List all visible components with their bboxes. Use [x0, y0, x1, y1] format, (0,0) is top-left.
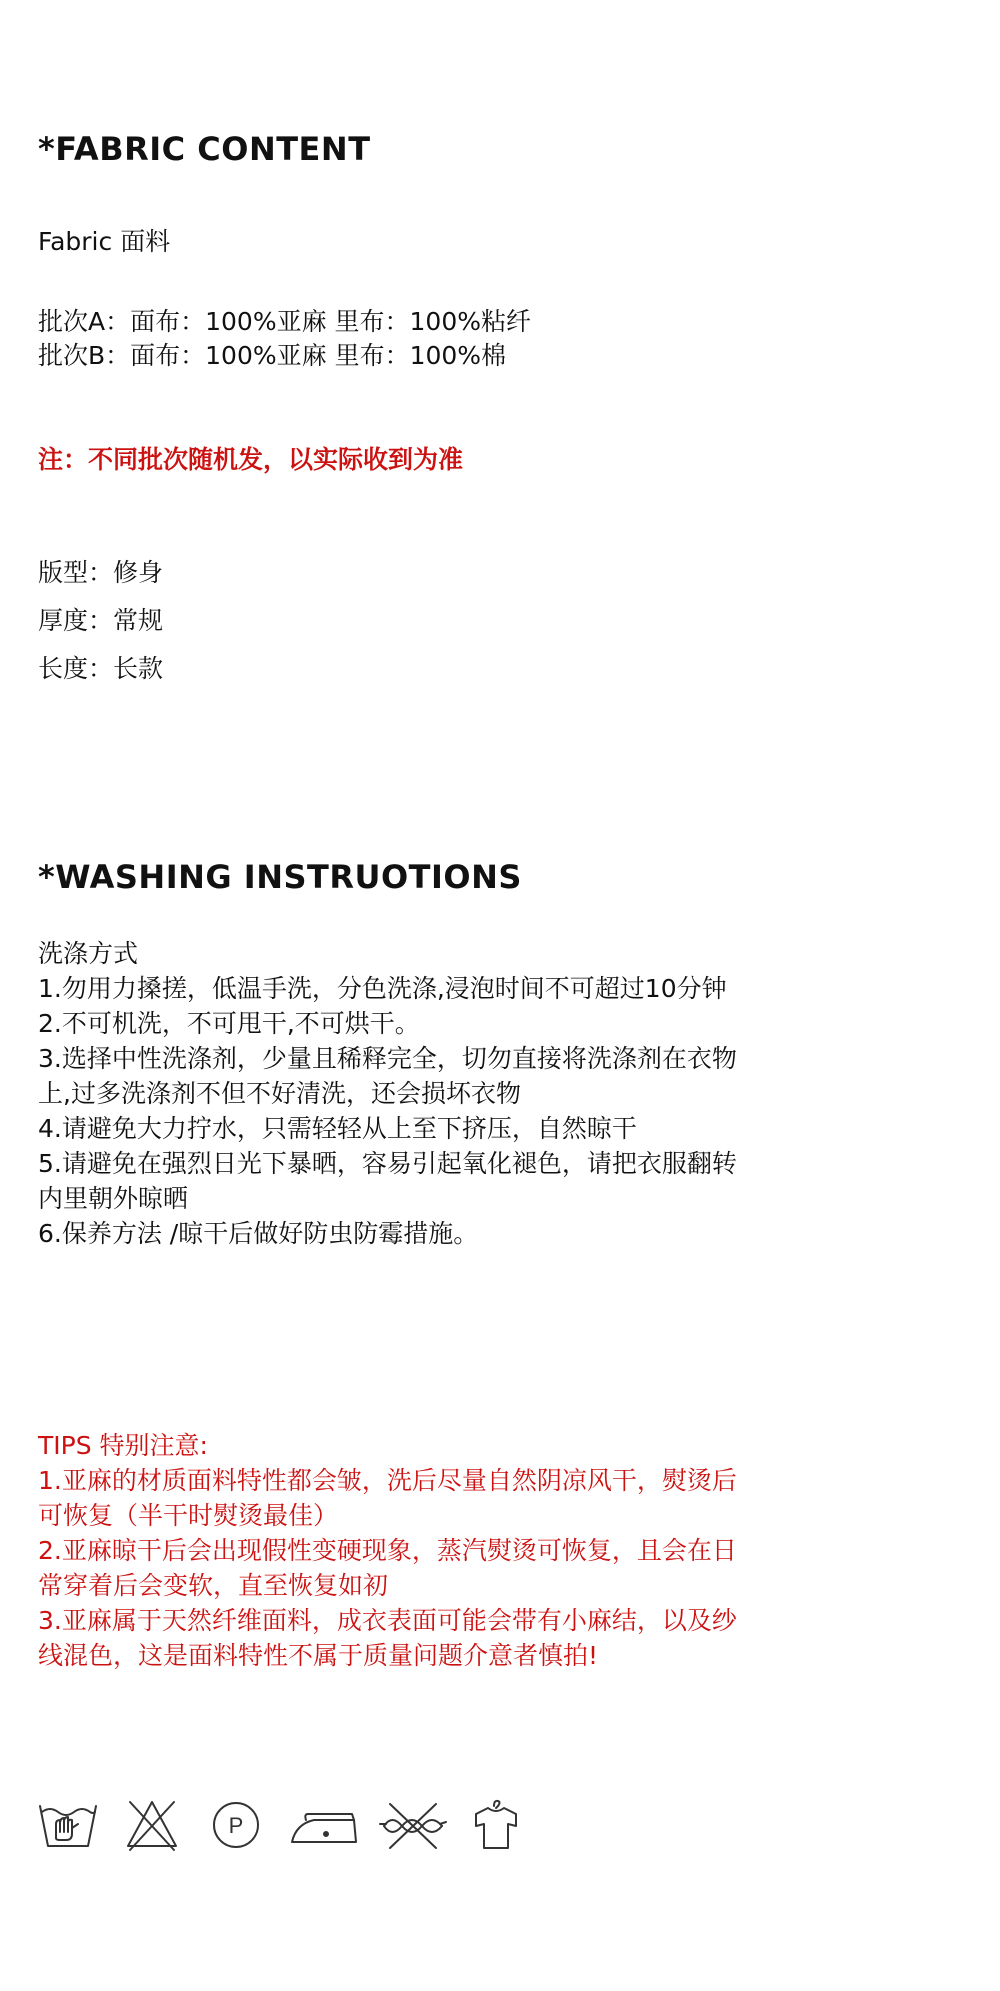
washing-line: 内里朝外晾晒	[38, 1184, 189, 1213]
batch-note: 注：不同批次随机发，以实际收到为准	[38, 445, 464, 474]
tips-line: 2.亚麻晾干后会出现假性变硬现象，蒸汽熨烫可恢复，且会在日	[38, 1536, 737, 1565]
spec-length: 长度：长款	[38, 654, 164, 683]
tips-heading: TIPS 特别注意:	[38, 1431, 208, 1460]
washing-line: 上,过多洗涤剂不但不好清洗，还会损坏衣物	[38, 1079, 521, 1108]
do-not-wring-icon	[378, 1798, 448, 1852]
tips-line: 3.亚麻属于天然纤维面料，成衣表面可能会带有小麻结，以及纱	[38, 1606, 737, 1635]
tips-line: 1.亚麻的材质面料特性都会皱，洗后尽量自然阴凉风干，熨烫后	[38, 1466, 737, 1495]
fabric-heading: *FABRIC CONTENT	[38, 130, 371, 168]
spec-fit: 版型：修身	[38, 558, 164, 587]
do-not-bleach-icon	[122, 1798, 182, 1852]
tips-line: 线混色，这是面料特性不属于质量问题介意者慎拍!	[38, 1641, 599, 1670]
washing-line: 6.保养方法 /晾干后做好防虫防霉措施。	[38, 1219, 479, 1248]
professional-dry-clean-icon	[206, 1798, 266, 1852]
care-icons-row	[38, 1798, 558, 1852]
spec-thickness: 厚度：常规	[38, 606, 164, 635]
tips-line: 常穿着后会变软，直至恢复如初	[38, 1571, 389, 1600]
washing-line: 2.不可机洗，不可甩干,不可烘干。	[38, 1009, 420, 1038]
washing-line: 4.请避免大力拧水，只需轻轻从上至下挤压，自然晾干	[38, 1114, 637, 1143]
dry-clean-letter: P	[228, 1813, 244, 1838]
fabric-subheading: Fabric 面料	[38, 227, 171, 256]
washing-instructions	[38, 936, 737, 1251]
batch-line: 批次B：面布：100%亚麻 里布：100%棉	[38, 341, 507, 370]
hand-wash-icon	[38, 1798, 98, 1852]
washing-heading: *WASHING INSTRUOTIONS	[38, 858, 522, 896]
tips-section	[38, 1428, 737, 1673]
washing-line: 5.请避免在强烈日光下暴晒，容易引起氧化褪色，请把衣服翻转	[38, 1149, 737, 1178]
hang-dry-icon	[466, 1798, 526, 1852]
batch-line: 批次A：面布：100%亚麻 里布：100%粘纤	[38, 307, 531, 336]
fabric-batches	[38, 305, 531, 373]
washing-line: 1.勿用力搡搓，低温手洗，分色洗涤,浸泡时间不可超过10分钟	[38, 974, 727, 1003]
iron-icon	[288, 1798, 360, 1852]
washing-line: 洗涤方式	[38, 939, 139, 968]
tips-line: 可恢复（半干时熨烫最佳）	[38, 1501, 339, 1530]
washing-line: 3.选择中性洗涤剂，少量且稀释完全，切勿直接将洗涤剂在衣物	[38, 1044, 737, 1073]
